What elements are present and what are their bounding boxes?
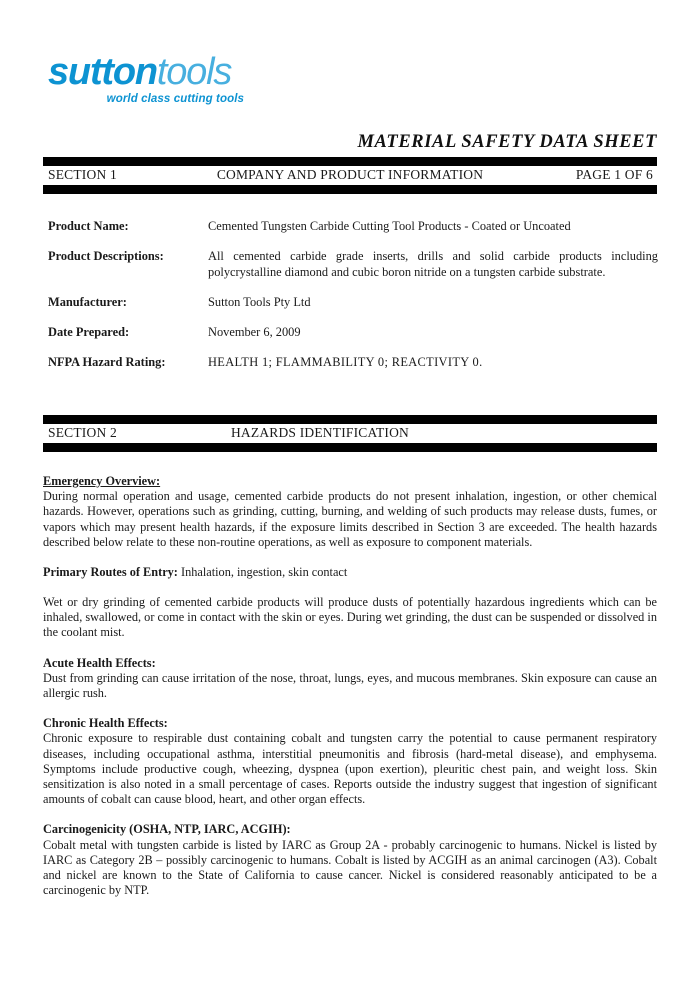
table-row [48,294,658,310]
logo-wordmark [48,52,348,92]
manufacturer-value: Sutton Tools Pty Ltd [208,295,311,309]
section2-bar-top [43,415,657,424]
date-prepared-label: Date Prepared: [48,325,130,339]
chronic-health-effects-block [43,715,657,807]
product-descriptions-label: Product Descriptions: [48,249,164,263]
section2-title: HAZARDS IDENTIFICATION [230,425,409,440]
section1-bar-top [43,157,657,166]
section1-page-indicator: PAGE 1 OF 6 [575,167,653,182]
grinding-hazard-note: Wet or dry grinding of cemented carbide products will produce dusts of potentially hazardous ingredients which can be inhaled, swallowed, or come in contact with the skin or eyes. During wet grinding, the dust can be suspended or dissolved in the coolant mist. [43,595,657,640]
document-title: MATERIAL SAFETY DATA SHEET [357,132,657,152]
hazards-identification-content [43,473,657,898]
section2-label: SECTION 2 [48,425,117,440]
logo-word-sutton: sutton [48,51,157,93]
table-row [48,324,658,340]
section2-header [43,415,657,452]
table-row [48,218,658,234]
acute-health-effects-text: Dust from grinding can cause irritation of the nose, throat, lungs, eyes, and mucous membranes. Skin exposure can cause an allergic rush. [43,670,657,701]
primary-routes-of-entry-heading: Primary Routes of Entry: [43,565,178,580]
product-descriptions-value: All cemented carbide grade inserts, drills and solid carbide products including polycrystalline diamond and cubic boron nitride on a tungsten carbide substrate. [208,249,658,279]
nfpa-hazard-rating-value: HEALTH 1; FLAMMABILITY 0; REACTIVITY 0. [208,355,483,369]
section2-header-row [43,424,657,443]
manufacturer-label: Manufacturer: [48,295,127,309]
section1-header-row [43,166,657,185]
section1-bar-bottom [43,185,657,194]
logo-tagline: world class cutting tools [106,93,244,105]
carcinogenicity-heading: Carcinogenicity (OSHA, NTP, IARC, ACGIH): [43,822,291,837]
section1-label: SECTION 1 [48,167,117,182]
logo-word-tools: tools [156,51,232,93]
section1-header [43,157,657,194]
carcinogenicity-block [43,821,657,898]
primary-routes-of-entry-row [43,564,657,580]
emergency-overview-heading: Emergency Overview: [43,474,161,488]
product-information-table [48,218,658,384]
acute-health-effects-block [43,655,657,702]
carcinogenicity-text: Cobalt metal with tungsten carbide is listed by IARC as Group 2A - probably carcinogenic to humans. Nickel is listed by IARC as Category 2B – possibly carcinogenic to humans. Cobalt is listed by ACGIH as an animal carcinogen (A3). Cobalt and nickel are known to the State of California to cause cancer. Nickel is considered reasonably anticipated to be a carcinogenic by NTP. [43,837,657,898]
primary-routes-of-entry-text: Inhalation, ingestion, skin contact [180,565,348,580]
emergency-overview-text: During normal operation and usage, cemented carbide products do not present inhalation, ingestion, or other chemical hazards. However, operations such as grinding, cutting, burning, and welding of such products may release dusts, fumes, or vapors which may present health hazards, if the exposure limits described in Section 3 are exceeded. The health hazards described below relate to these non-routine operations, as well as exposure to component materials. [43,489,657,549]
chronic-health-effects-heading: Chronic Health Effects: [43,716,168,731]
section2-bar-bottom [43,443,657,452]
date-prepared-value: November 6, 2009 [208,325,301,339]
product-name-value: Cemented Tungsten Carbide Cutting Tool Products - Coated or Uncoated [208,219,571,233]
nfpa-hazard-rating-label: NFPA Hazard Rating: [48,355,166,369]
table-row [48,248,658,280]
acute-health-effects-heading: Acute Health Effects: [43,655,156,670]
table-row [48,354,658,370]
company-logo [48,52,348,105]
chronic-health-effects-text: Chronic exposure to respirable dust containing cobalt and tungsten carry the potential to cause permanent respiratory diseases, including occupational asthma, interstitial pneumonitis and fibrosis (hard-metal disease), and emphysema. Symptoms include productive cough, wheezing, dyspnea (upon exertion), pleuritic chest pain, and weight loss. Skin sensitization is also noted in a small percentage of cases. Reports outside the industry suggest that ingestion of significant amounts of cobalt can cause blood, heart, and other organ effects. [43,731,657,807]
section1-title: COMPANY AND PRODUCT INFORMATION [216,167,484,182]
product-name-label: Product Name: [48,219,129,233]
